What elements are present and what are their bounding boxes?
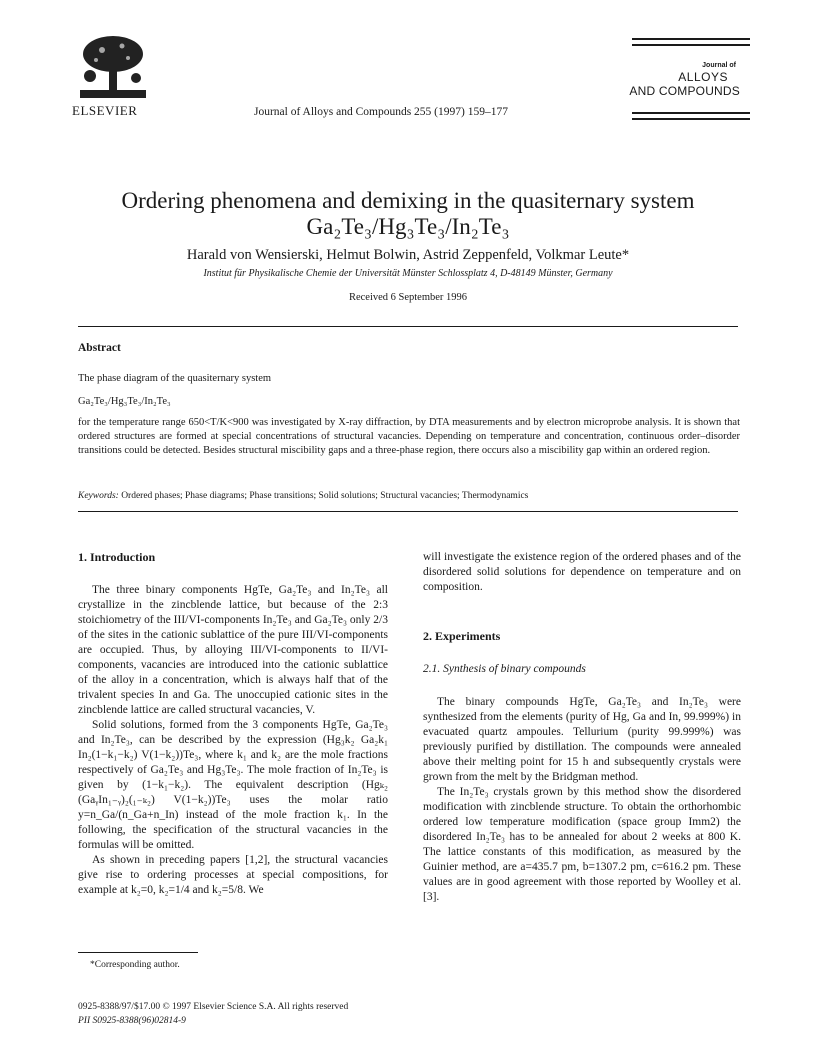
journal-logo [620, 36, 750, 126]
journal-logo-line1: ALLOYS [678, 70, 728, 84]
synthesis-paragraph-1: The binary compounds HgTe, Ga₂Te₃ and In₂Te₃ were synthesized from the elements (purity of Hg, Ga and In, 99.999%) in evacuated quartz ampoules. Tellurium (purity 99.999%) was previously purified by distillation. The compounds were annealed above their melting point for 15 h and subsequently crystals were grown from the melt by the Bridgman method. [423, 696, 741, 783]
intro-paragraph-3: As shown in preceding papers [1,2], the structural vacancies give rise to ordering processes at special compositions, for example at k₂=0, k₂=1/4 and k₂=5/8. We [78, 854, 388, 896]
article-title-line1: Ordering phenomena and demixing in the quasiternary system [121, 188, 695, 213]
divider-top [78, 326, 738, 327]
divider-abstract [78, 511, 738, 512]
section-heading-introduction: 1. Introduction [78, 550, 156, 564]
received-date: Received 6 September 1996 [348, 292, 468, 303]
abstract-line1: The phase diagram of the quasiternary system [78, 373, 272, 384]
journal-logo-line2: AND COMPOUNDS [629, 84, 740, 98]
pii-line: PII S0925-8388(96)02814-9 [78, 1016, 186, 1026]
keywords [78, 491, 740, 501]
abstract-heading: Abstract [78, 342, 121, 354]
abstract-body: for the temperature range 650<T/K<900 was investigated by X-ray diffraction, by DTA measurements and by electron microprobe analysis. It is shown that ordered structures are formed at special concentrations of structural vacancies. Depending on temperature and concentration, continuous order–disorder transitions could be detected. Besides structural miscibility gaps and a three-phase region, there occurs also a miscibility gap within an ordered region. [78, 417, 740, 456]
affiliation: Institut für Physikalische Chemie der Universität Münster Schlossplatz 4, D-48149 Münster, Germany [203, 268, 613, 279]
footnote: *Corresponding author. [90, 960, 180, 970]
abstract-formula: Ga₂Te₃/Hg₃Te₃/In₂Te₃ [78, 396, 171, 407]
left-column [78, 550, 388, 898]
publisher-name: ELSEVIER [72, 103, 138, 118]
keywords-list: Ordered phases; Phase diagrams; Phase transitions; Solid solutions; Structural vacancies; Thermodynamics [121, 491, 529, 501]
intro-paragraph-1: The three binary components HgTe, Ga₂Te₃ and In₂Te₃ all crystallize in the zincblende lattice, but because of the 2:3 stoichiometry of the III/VI-components In₂Te₃ and Ga₂Te₃ only 2/3 of the sites in the cationic sublattice of the pure III/VI-components are occupied. Thus, by alloying III/VI-components to II/VI-components, vacancies are introduced into the cationic sublattice of the alloy in a concentration, which is always half that of the trivalent species In and Ga. The unoccupied cationic sites in the zincblende lattice are called structural vacancies, V. [78, 584, 388, 716]
subsection-heading-synthesis: 2.1. Synthesis of binary compounds [423, 663, 586, 675]
keywords-label: Keywords: [78, 491, 119, 501]
intro-paragraph-2: Solid solutions, formed from the 3 components HgTe, Ga₂Te₃ and In₂Te₃, can be described by the expression (Hg₃k₂ Ga₂k₁ In₂(1−k₁−k₂) V(1−k₂))Te₃, where k₁ and k₂ are the mole fractions respectively of Ga₂Te₃ and Hg₃Te₃. The mole fraction of In₂Te₃ is given by (1−k₁−k₂). The equivalent description (Hgₖ₂ (GaᵧIn₁₋ᵧ)₂(₁₋ₖ₂) V(1−k₂))Te₃ uses the molar ratio y=n_Ga/(n_Ga+n_In) instead of the mole fraction k₁. In the following, the specification of the structural vacancies in the formulas will be omitted. [78, 719, 388, 851]
issn-line: 0925-8388/97/$17.00 © 1997 Elsevier Science S.A. All rights reserved [78, 1002, 349, 1012]
footnote-rule [78, 952, 198, 953]
right-paragraph-0: will investigate the existence region of the ordered phases and of the disordered solid solutions for dependence on temperature and on composition. [423, 551, 741, 593]
author-list: Harald von Wensierski, Helmut Bolwin, Astrid Zeppenfeld, Volkmar Leute* [186, 247, 630, 263]
synthesis-paragraph-2: The In₂Te₃ crystals grown by this method show the disordered modification with zincblende structure. To obtain the orthorhombic ordered low temperature modification (space group Imm2) the disordered In₂Te₃ has to be annealed for about 2 weeks at 800 K. The lattice constants of this modification, as measured by the Guinier method, are a=435.7 pm, b=1307.2 pm, c=616.2 pm. These values are in good agreement with those reported by Woolley et al. [3]. [423, 786, 741, 903]
journal-citation: Journal of Alloys and Compounds 255 (1997) 159–177 [254, 106, 508, 118]
section-heading-experiments: 2. Experiments [423, 629, 501, 643]
article-title-line2: Ga₂Te₃/Hg₃Te₃/In₂Te₃ [306, 214, 510, 239]
right-column [423, 550, 741, 905]
elsevier-tree-logo [74, 32, 152, 102]
journal-logo-small: Journal of [702, 62, 736, 69]
